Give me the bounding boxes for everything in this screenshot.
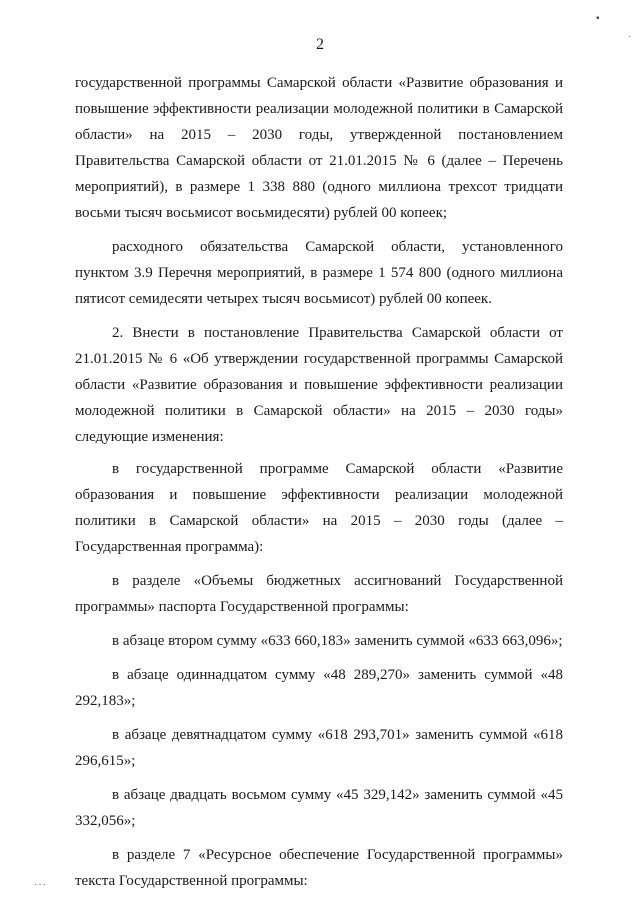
paragraph-amendment-second: в абзаце втором сумму «633 660,183» заменить суммой «633 663,096»;	[112, 633, 563, 649]
paragraph-budget-section: в разделе «Объемы бюджетных ассигнований Государственной программы» паспорта Государственной программы:	[75, 573, 563, 615]
paragraph-amendment-twenty-eighth: в абзаце двадцать восьмом сумму «45 329,142» заменить суммой «45 332,056»;	[75, 787, 563, 829]
paragraph-state-program: в государственной программе Самарской области «Развитие образования и повышение эффективности реализации молодежной политики в Самарской области» на 2015 – 2030 годы (далее – Государственная программа):	[75, 461, 563, 555]
paragraph-amendment-eleventh: в абзаце одиннадцатом сумму «48 289,270» заменить суммой «48 292,183»;	[75, 667, 563, 709]
paragraph-perechen-amount: государственной программы Самарской области «Развитие образования и повышение эффективности реализации молодежной политики в Самарской области» на 2015 – 2030 годы, утвержденной постановлением Правительства Самарской области от 21.01.2015 № 6 (далее – Перечень мероприятий), в размере 1 338 880 (одного миллиона трехсот тридцати восьми тысяч восьмисот восьмидесяти) рублей 00 копеек;	[75, 75, 563, 221]
page-number: 2	[316, 36, 324, 53]
scan-speck: ▪	[596, 13, 600, 24]
paragraph-item-2: 2. Внести в постановление Правительства Самарской области от 21.01.2015 № 6 «Об утверждении государственной программы Самарской области «Развитие образования и повышение эффективности реализации молодежной политики в Самарской области» на 2015 – 2030 годы» следующие изменения:	[75, 325, 563, 445]
paragraph-section-7: в разделе 7 «Ресурсное обеспечение Государственной программы» текста Государственной программы:	[75, 847, 563, 889]
document-body	[75, 70, 563, 900]
paragraph-amendment-nineteenth: в абзаце девятнадцатом сумму «618 293,701» заменить суммой «618 296,615»;	[75, 727, 563, 769]
scan-speck: ˙	[628, 35, 632, 46]
scan-speck: ˙˙˙	[34, 883, 47, 894]
paragraph-expense-obligation: расходного обязательства Самарской области, установленного пунктом 3.9 Перечня мероприятий, в размере 1 574 800 (одного миллиона пятисот семидесяти четырех тысяч восьмисот) рублей 00 копеек.	[75, 239, 563, 307]
